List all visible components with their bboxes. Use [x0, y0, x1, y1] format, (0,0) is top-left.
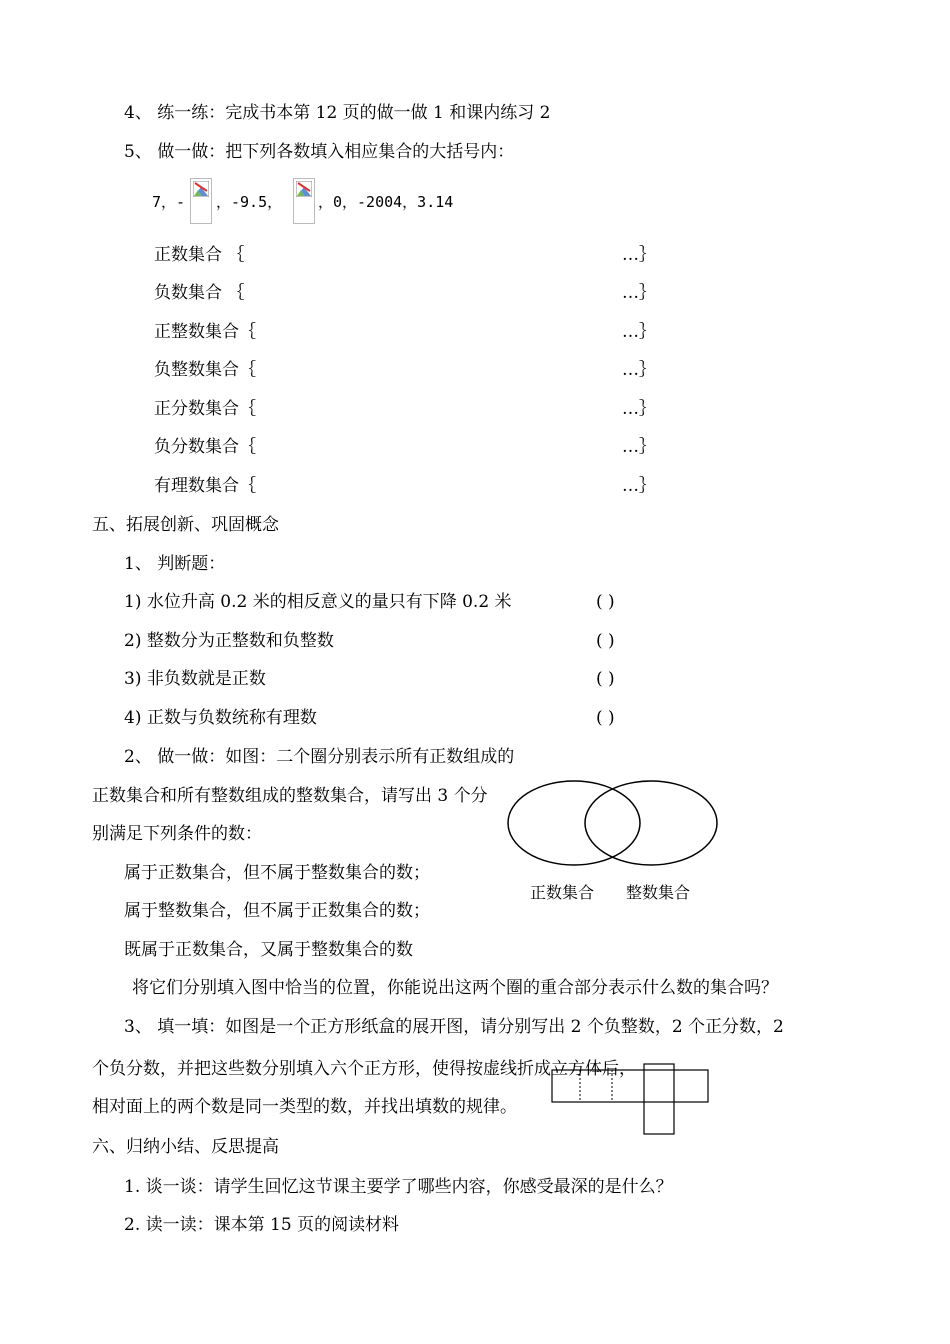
set-label-negative: 负数集合 ｛ — [154, 283, 245, 303]
set-label-rational: 有理数集合｛ — [154, 476, 256, 496]
section-5-title: 五、拓展创新、巩固概念 — [92, 515, 279, 535]
set-close-negative-fraction: …｝ — [622, 437, 656, 457]
judge-item-1: 1) 水位升高 0.2 米的相反意义的量只有下降 0.2 米 — [124, 592, 512, 612]
venn-condition-3: 既属于正数集合，又属于整数集合的数 — [124, 940, 413, 960]
cube-question-line-2: 个负分数，并把这些数分别填入六个正方形，使得按虚线折成立方体后， — [92, 1059, 636, 1079]
cube-net-vertical-strip — [644, 1064, 674, 1134]
cube-net-fold-lines — [580, 1070, 674, 1102]
set-close-positive-integer: …｝ — [622, 322, 656, 342]
broken-image-icon — [193, 181, 209, 197]
set-label-positive-integer: 正整数集合｛ — [154, 322, 256, 342]
section-6-title: 六、归纳小结、反思提高 — [92, 1137, 279, 1157]
cube-net-diagram — [548, 1062, 712, 1136]
cube-net-horizontal-strip — [552, 1070, 708, 1102]
cube-question-line-1: 3、 填一填：如图是一个正方形纸盒的展开图，请分别写出 2 个负整数，2 个正分数，2 — [124, 1017, 784, 1037]
venn-condition-1: 属于正数集合，但不属于整数集合的数； — [124, 863, 430, 883]
broken-image-icon — [296, 181, 312, 197]
venn-question-line-1: 2、 做一做：如图：二个圈分别表示所有正数组成的 — [124, 747, 515, 767]
judge-answer-2: ( ) — [596, 631, 615, 651]
set-close-positive-fraction: …｝ — [622, 399, 656, 419]
number-list-part-1: 7，- — [152, 193, 186, 211]
practice-item-4: 4、 练一练：完成书本第 12 页的做一做 1 和课内练习 2 — [124, 103, 551, 123]
judge-item-4: 4) 正数与负数统称有理数 — [124, 708, 317, 728]
set-label-positive-fraction: 正分数集合｛ — [154, 399, 256, 419]
set-close-rational: …｝ — [622, 476, 656, 496]
judge-answer-4: ( ) — [596, 708, 615, 728]
judge-item-3: 3) 非负数就是正数 — [124, 669, 266, 689]
set-label-negative-fraction: 负分数集合｛ — [154, 437, 256, 457]
venn-question-line-3: 别满足下列条件的数： — [92, 824, 262, 844]
summary-item-1: 1. 谈一谈：请学生回忆这节课主要学了哪些内容，你感受最深的是什么？ — [124, 1177, 673, 1197]
fraction-image-2 — [293, 178, 315, 224]
summary-item-2: 2. 读一读：课本第 15 页的阅读材料 — [124, 1215, 400, 1235]
venn-question-line-2: 正数集合和所有整数组成的整数集合，请写出 3 个分 — [92, 786, 488, 806]
set-close-negative: …｝ — [622, 283, 656, 303]
set-close-negative-integer: …｝ — [622, 360, 656, 380]
judge-answer-1: ( ) — [596, 592, 615, 612]
fraction-image-1 — [190, 178, 212, 224]
judge-answer-3: ( ) — [596, 669, 615, 689]
venn-diagram — [505, 776, 725, 872]
set-label-negative-integer: 负整数集合｛ — [154, 360, 256, 380]
set-label-positive: 正数集合 ｛ — [154, 245, 245, 265]
venn-label-positive: 正数集合 — [530, 883, 595, 902]
cube-question-line-3: 相对面上的两个数是同一类型的数，并找出填数的规律。 — [92, 1097, 517, 1117]
venn-condition-2: 属于整数集合，但不属于正数集合的数； — [124, 901, 430, 921]
positive-set-circle — [508, 781, 640, 865]
practice-item-5: 5、 做一做：把下列各数填入相应集合的大括号内： — [124, 142, 515, 162]
number-list-part-2: ，-9.5， — [216, 193, 283, 211]
venn-label-integer: 整数集合 — [626, 883, 691, 902]
integer-set-circle — [585, 781, 717, 865]
number-list-part-3: ，0，-2004，3.14 — [318, 193, 454, 211]
venn-question-ask: 将它们分别填入图中恰当的位置，你能说出这两个圈的重合部分表示什么数的集合吗？ — [132, 978, 778, 998]
set-close-positive: …｝ — [622, 245, 656, 265]
judge-item-2: 2) 整数分为正整数和负整数 — [124, 631, 334, 651]
judge-question: 1、 判断题： — [124, 554, 226, 574]
